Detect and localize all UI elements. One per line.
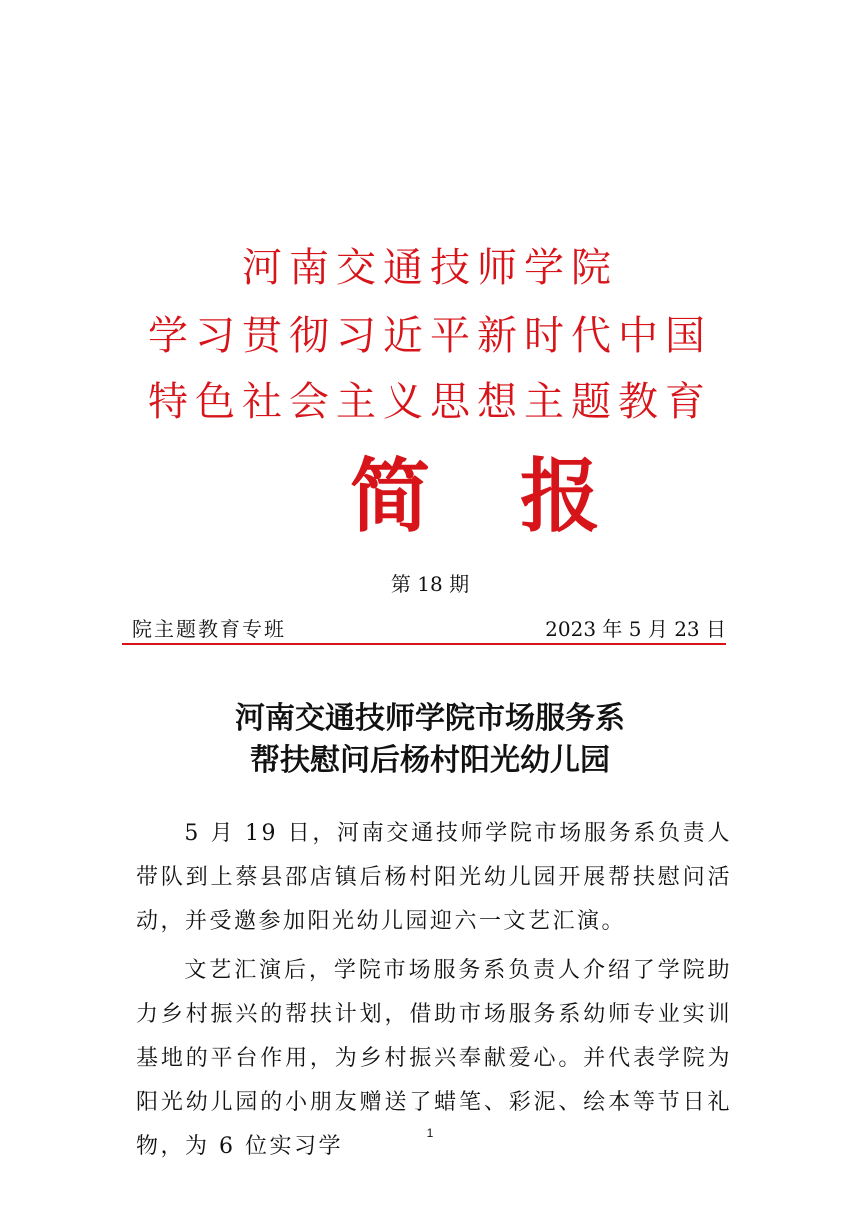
article-title-line-2: 帮扶慰问后杨村阳光幼儿园	[250, 743, 610, 778]
page-number: 1	[426, 1126, 434, 1140]
article-body	[136, 812, 732, 1174]
article-paragraph: 5 月 19 日，河南交通技师学院市场服务系负责人带队到上蔡县邵店镇后杨村阳光幼儿园开展帮扶慰问活动，并受邀参加阳光幼儿园迎六一文艺汇演。	[136, 821, 732, 934]
issue-date: 2023 年 5 月 23 日	[545, 617, 726, 641]
header-divider	[122, 643, 726, 645]
header-title-line-3: 特色社会主义思想主题教育	[148, 379, 712, 425]
article-paragraph: 文艺汇演后，学院市场服务系负责人介绍了学院助力乡村振兴的帮扶计划，借助市场服务系幼师专业实训基地的平台作用，为乡村振兴奉献爱心。并代表学院为阳光幼儿园的小朋友赠送了蜡笔、彩泥、绘本等节日礼物，为 6 位实习学	[136, 958, 732, 1159]
header-title-line-1: 河南交通技师学院	[242, 245, 618, 291]
issuer-label: 院主题教育专班	[132, 617, 286, 641]
bulletin-title: 简报	[350, 449, 690, 543]
article-title-line-1: 河南交通技师学院市场服务系	[235, 701, 625, 736]
issue-number: 第 18 期	[390, 572, 470, 596]
header-title-line-2: 学习贯彻习近平新时代中国	[148, 313, 712, 359]
